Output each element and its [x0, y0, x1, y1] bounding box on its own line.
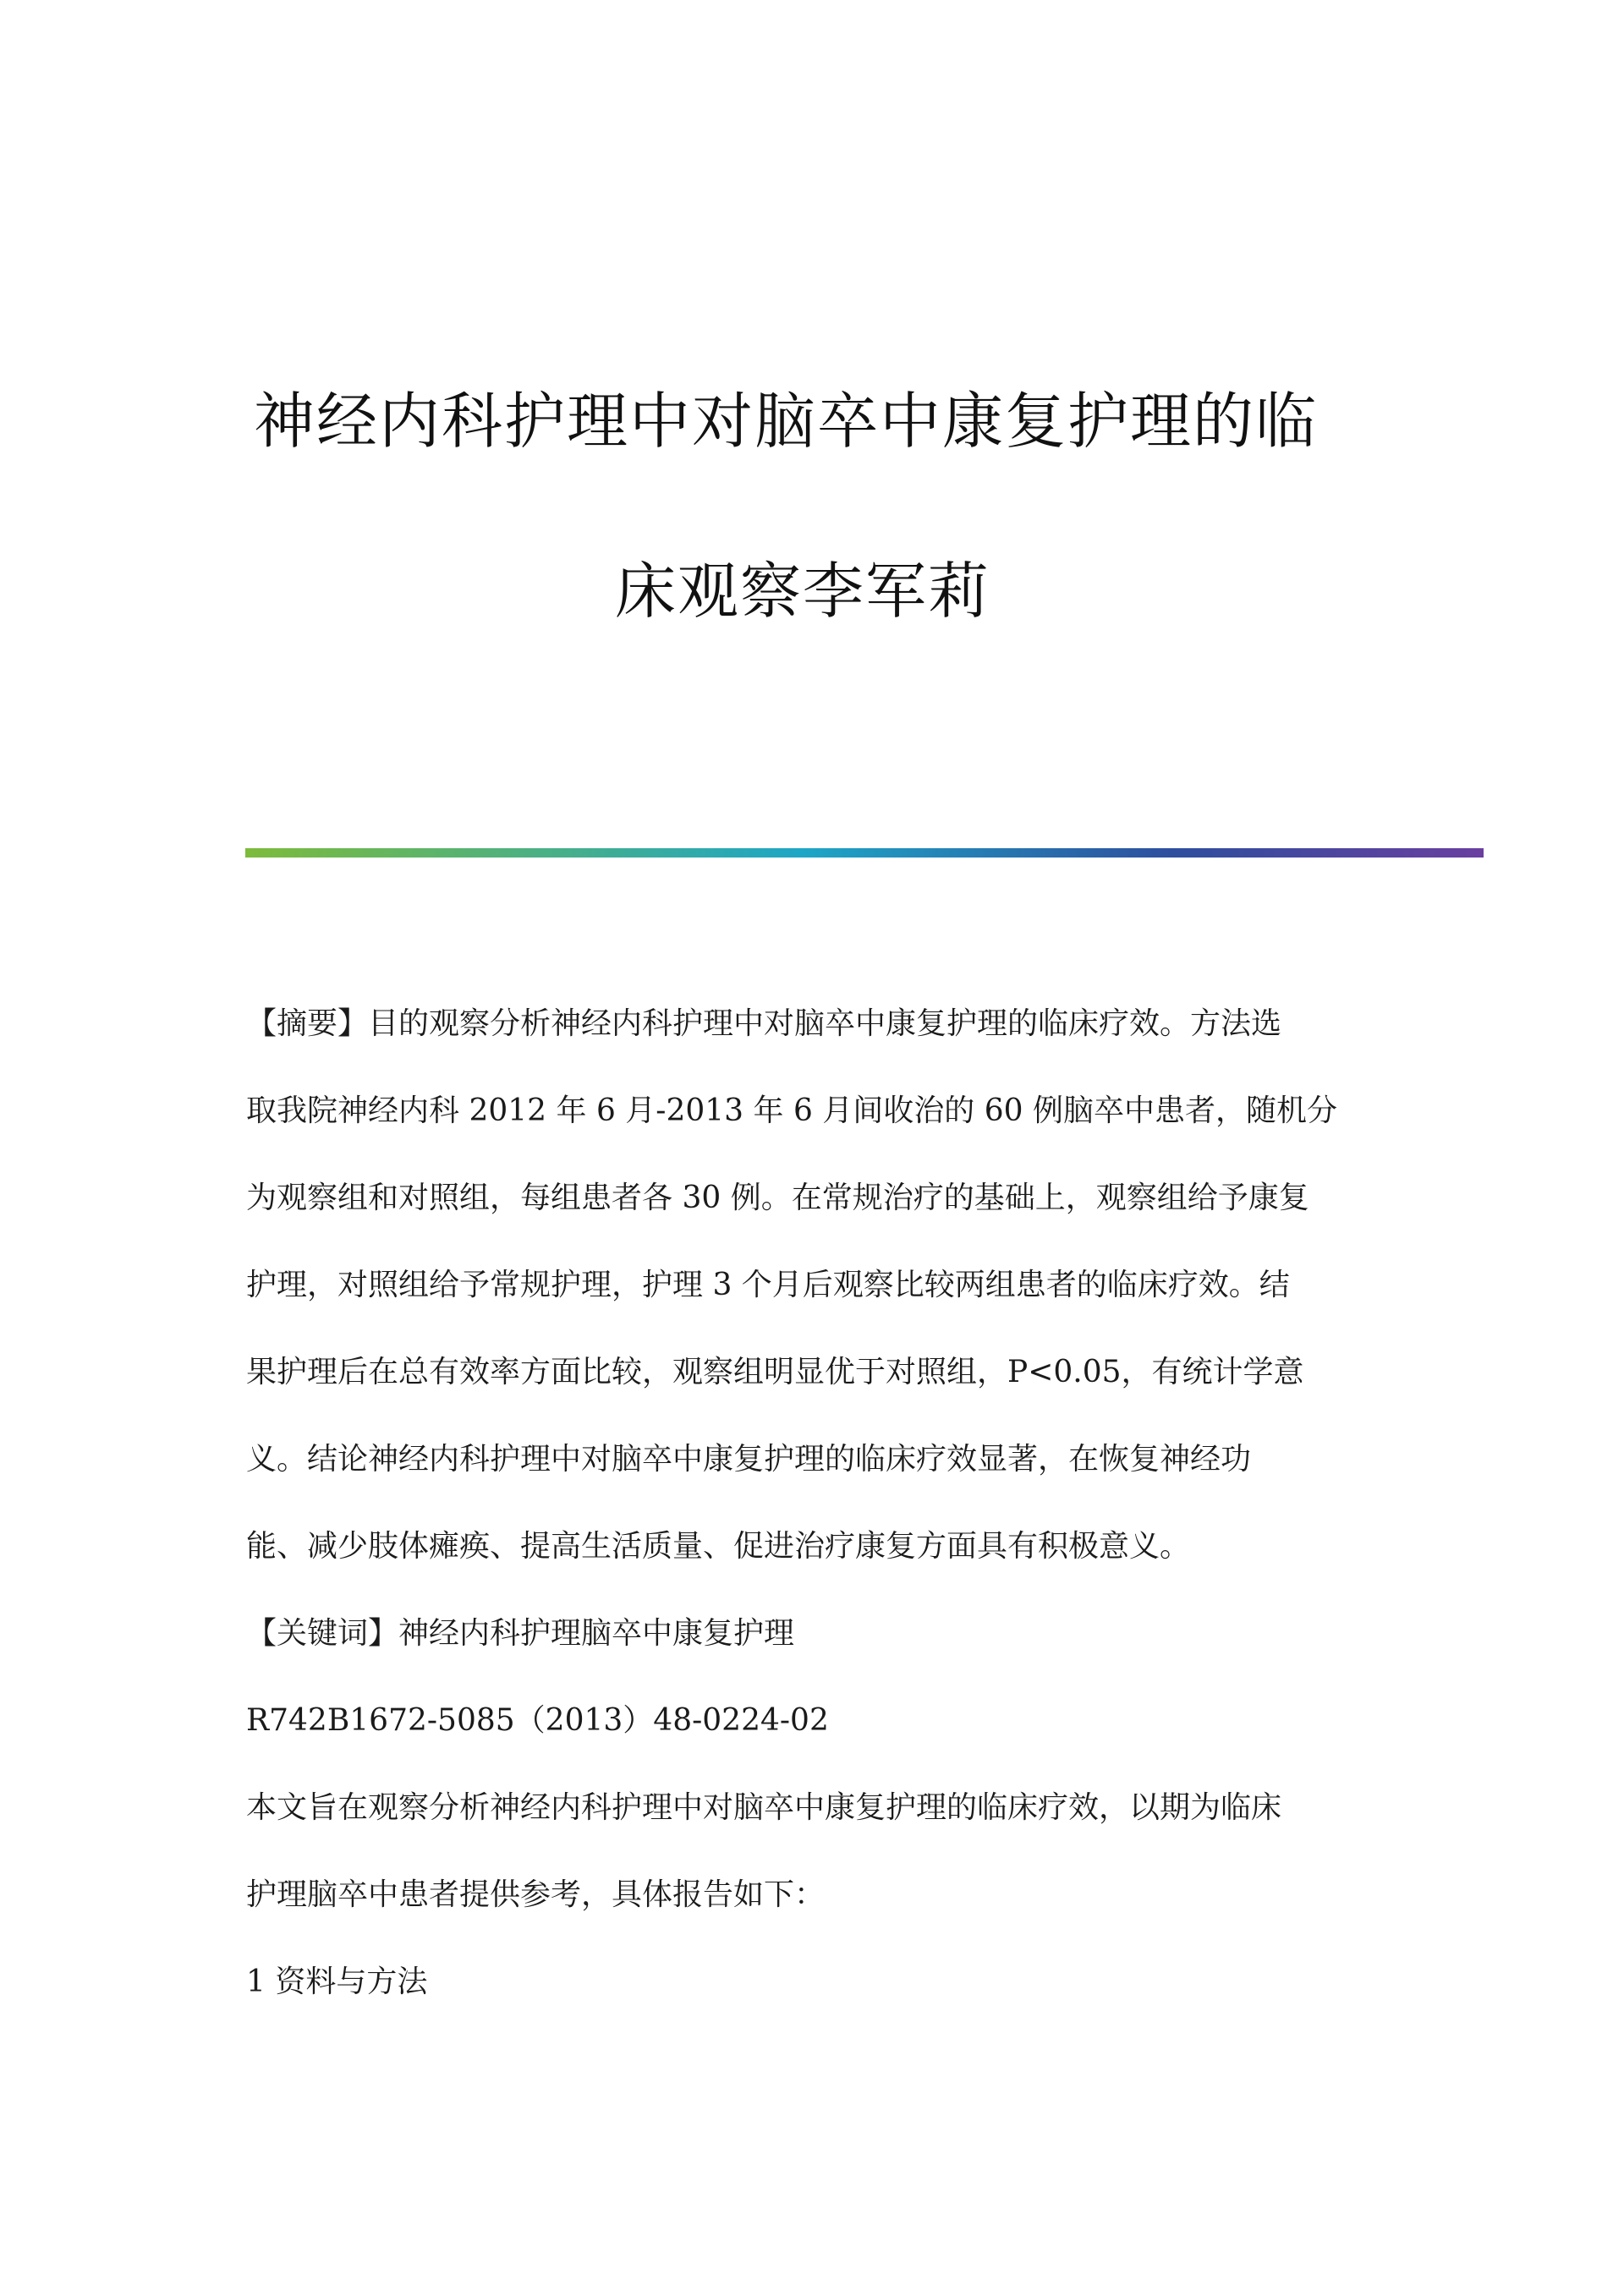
intro-line: 本文旨在观察分析神经内科护理中对脑卒中康复护理的临床疗效，以期为临床 — [246, 1790, 1282, 1825]
keywords-line: 【关键词】神经内科护理脑卒中康复护理 — [246, 1616, 795, 1651]
section-heading: 1 资料与方法 — [246, 1964, 428, 1999]
title-divider — [245, 848, 1484, 858]
abstract-line: 能、减少肢体瘫痪、提高生活质量、促进治疗康复方面具有积极意义。 — [246, 1529, 1191, 1564]
title-line-2: 床观察李军莉 — [615, 556, 991, 627]
abstract-line: 果护理后在总有效率方面比较，观察组明显优于对照组，P<0.05，有统计学意 — [246, 1355, 1304, 1389]
abstract-line: 护理，对照组给予常规护理，护理 3 个月后观察比较两组患者的临床疗效。结 — [246, 1268, 1290, 1302]
abstract-line: 义。结论神经内科护理中对脑卒中康复护理的临床疗效显著，在恢复神经功 — [246, 1442, 1252, 1477]
intro-line: 护理脑卒中患者提供参考，具体报告如下： — [246, 1877, 826, 1912]
title-line-1: 神经内科护理中对脑卒中康复护理的临 — [254, 386, 1319, 457]
classification-line: R742B1672-5085（2013）48-0224-02 — [246, 1703, 829, 1738]
abstract-line: 为观察组和对照组，每组患者各 30 例。在常规治疗的基础上，观察组给予康复 — [246, 1181, 1309, 1215]
abstract-line: 取我院神经内科 2012 年 6 月-2013 年 6 月间收治的 60 例脑卒中患者，随机分 — [246, 1093, 1338, 1128]
abstract-line: 【摘要】目的观察分析神经内科护理中对脑卒中康复护理的临床疗效。方法选 — [246, 1006, 1282, 1041]
